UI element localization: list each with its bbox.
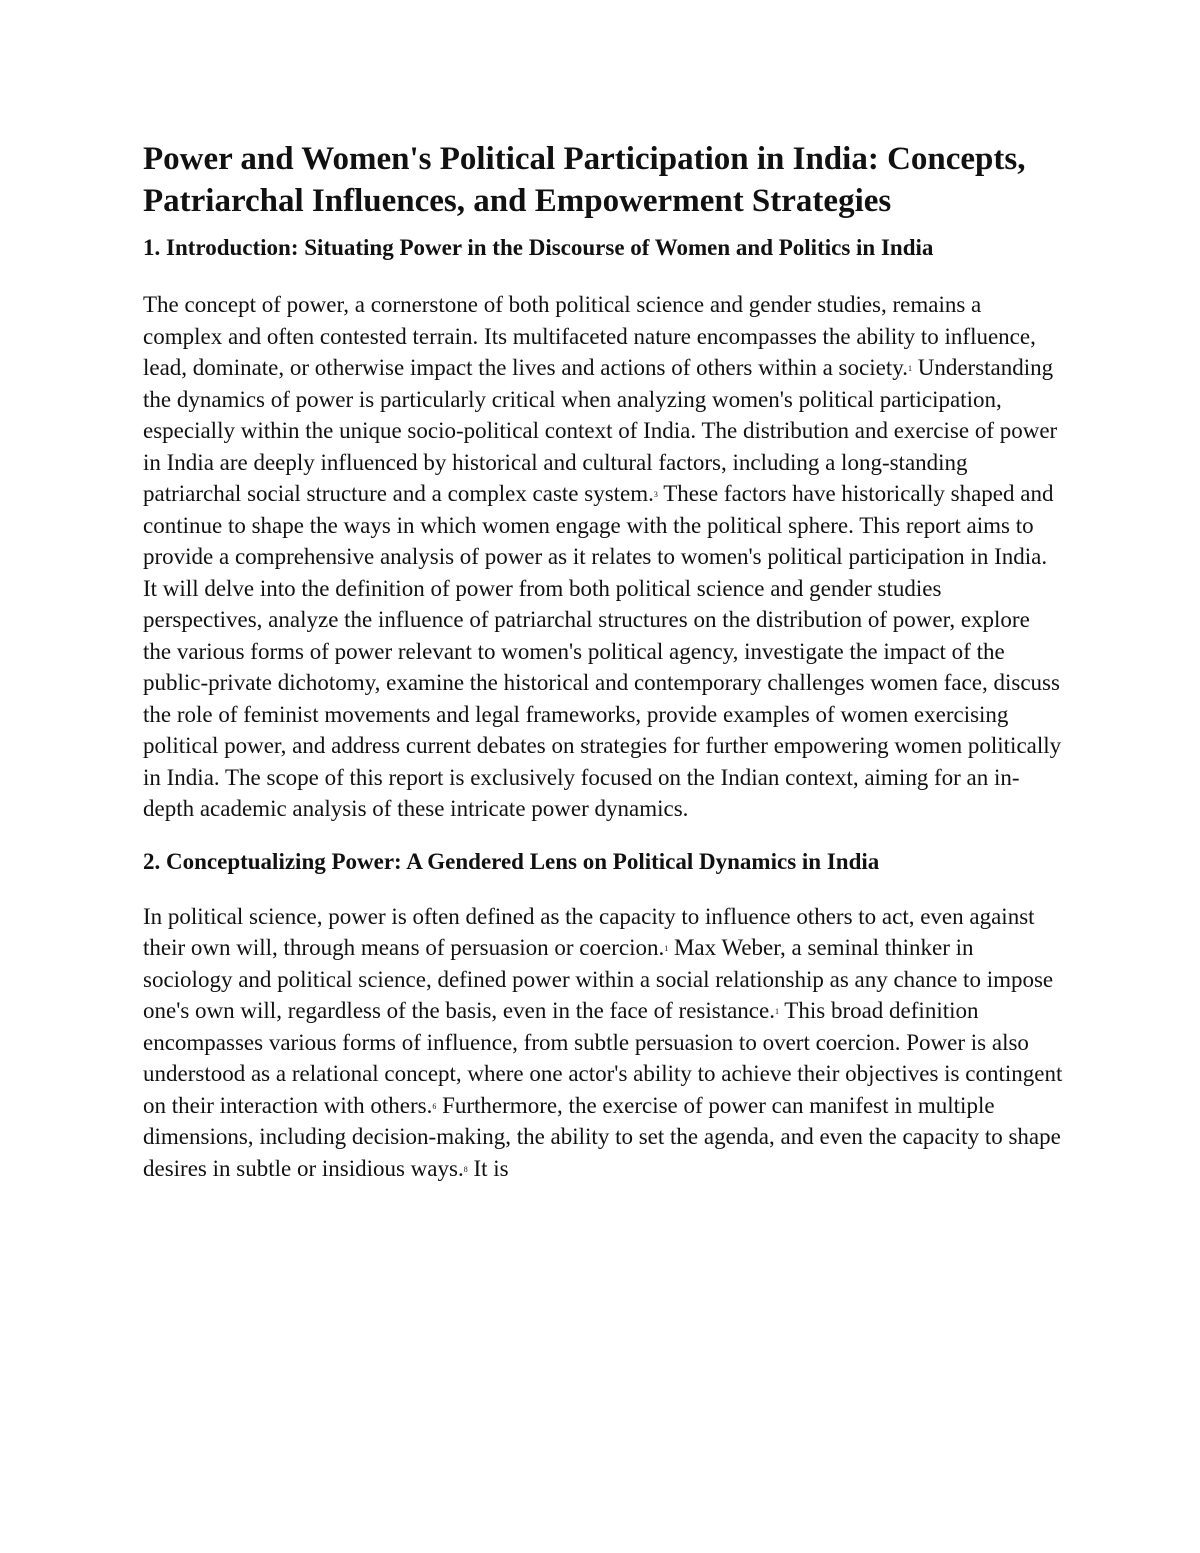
footnote-marker: 8: [463, 1164, 468, 1174]
footnote-marker: 1: [774, 1007, 779, 1016]
section-1-paragraph: [143, 289, 1063, 825]
footnote-marker: 1: [907, 364, 912, 373]
paragraph-text: Furthermore, the exercise of power can manifest in multiple dimensions, including decision-making, the ability to set the agenda, and even the capacity to shape desires in subtle or insidious ways.: [143, 1092, 1061, 1181]
section-1-heading: 1. Introduction: Situating Power in the Discourse of Women and Politics in India: [143, 235, 934, 260]
paragraph-text: It is: [467, 1155, 509, 1181]
footnote-marker: 3: [653, 490, 658, 499]
paragraph-text: Max Weber, a seminal thinker in sociology and political science, defined power within a social relationship as any chance to impose one's own will, regardless of the basis, even in the face of resistance.: [143, 935, 1054, 1023]
footnote-marker: 6: [432, 1101, 437, 1111]
paragraph-text: These factors have historically shaped and continue to shape the ways in which women engage with the political sphere. This report aims to provide a comprehensive analysis of power as it relates to women's political participation in India. It will delve into the definition of power from both political science and gender studies perspectives, analyze the influence of patriarchal structures on the distribution of power, explore the various forms of power relevant to women's political agency, investigate the impact of the public-private dichotomy, examine the historical and contemporary challenges women face, discuss the role of feminist movements and legal frameworks, provide examples of women exercising political power, and address current debates on strategies for further empowering women politically in India. The scope of this report is exclusively focused on the Indian context, aiming for an in-depth academic analysis of these intricate power dynamics.: [143, 481, 1062, 821]
section-2-heading: 2. Conceptualizing Power: A Gendered Lens on Political Dynamics in India: [143, 848, 880, 874]
paragraph-text: The concept of power, a cornerstone of both political science and gender studies, remains a complex and often contested terrain. Its multifaceted nature encompasses the ability to influence, lead, dominate, or otherwise impact the lives and actions of others within a society.: [143, 292, 1036, 380]
footnote-marker: 1: [664, 944, 669, 953]
document-title: Power and Women's Political Participation in India: Concepts, Patriarchal Influences, and Empowerment Strategies: [143, 141, 1026, 219]
paragraph-text: In political science, power is often defined as the capacity to influence others to act, even against their own will, through means of persuasion or coercion.: [143, 903, 1035, 960]
document-page: [143, 138, 1063, 1184]
paragraph-text: This broad definition encompasses various forms of influence, from subtle persuasion to overt coercion. Power is also understood as a relational concept, where one actor's ability to achieve their objectives is contingent on their interaction with others.: [143, 998, 1063, 1118]
paragraph-text: Understanding the dynamics of power is particularly critical when analyzing women's political participation, especially within the unique socio-political context of India. The distribution and exercise of power in India are deeply influenced by historical and cultural factors, including a long-standing patriarchal social structure and a complex caste system.: [143, 355, 1058, 506]
section-2-paragraph: [143, 901, 1063, 1185]
